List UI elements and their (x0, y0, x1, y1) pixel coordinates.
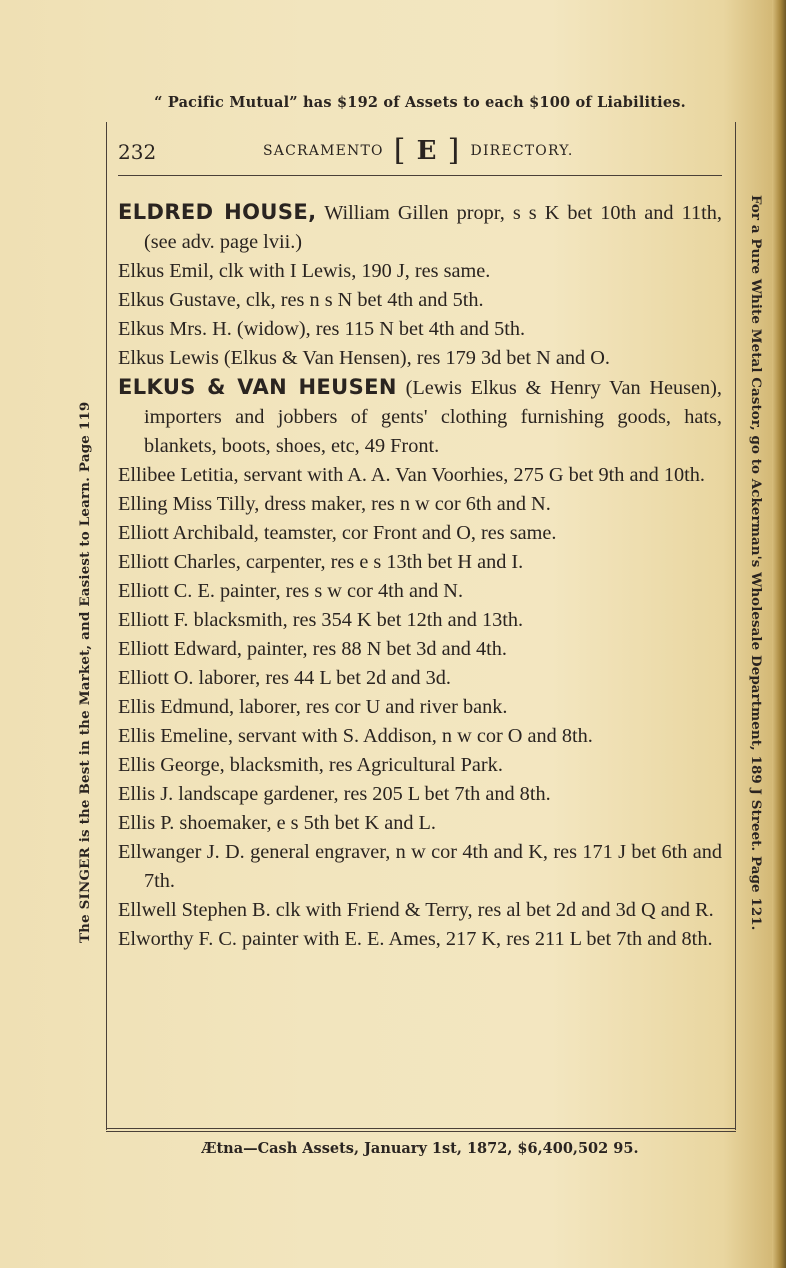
top-advertisement-banner: “ Pacific Mutual” has $192 of Assets to each $100 of Liabilities. (154, 94, 686, 111)
directory-entry (118, 722, 722, 751)
directory-entry (118, 548, 722, 577)
entry-text: Ellwanger J. D. general engraver, n w cor 4th and K, res 171 J bet 6th and 7th. (118, 841, 722, 892)
close-bracket: ] (447, 133, 461, 168)
running-title (263, 133, 574, 168)
entry-text: Elliott Edward, painter, res 88 N bet 3d and 4th. (118, 638, 507, 660)
entry-text: Elliott Archibald, teamster, cor Front and O, res same. (118, 522, 557, 544)
directory-entry (118, 606, 722, 635)
entry-text: Elliott O. laborer, res 44 L bet 2d and 3d. (118, 667, 451, 689)
entry-text: Elkus Gustave, clk, res n s N bet 4th and 5th. (118, 289, 484, 311)
entry-heading: ELKUS & VAN HEUSEN (118, 375, 397, 399)
directory-entry (118, 896, 722, 925)
directory-entry (118, 780, 722, 809)
directory-entry (118, 490, 722, 519)
directory-entry (118, 315, 722, 344)
frame-bottom-rule (106, 1128, 736, 1129)
directory-entry (118, 257, 722, 286)
entry-text: Ellibee Letitia, servant with A. A. Van Voorhies, 275 G bet 9th and 10th. (118, 464, 705, 486)
entry-text: Ellis J. landscape gardener, res 205 L bet 7th and 8th. (118, 783, 551, 805)
directory-entry (118, 693, 722, 722)
entry-text: Ellis Edmund, laborer, res cor U and river bank. (118, 696, 508, 718)
bottom-advertisement-banner: Ætna—Cash Assets, January 1st, 1872, $6,400,502 95. (201, 1140, 639, 1157)
directory-entry (118, 925, 722, 954)
entry-text: Elliott F. blacksmith, res 354 K bet 12th and 13th. (118, 609, 524, 631)
directory-entry (118, 664, 722, 693)
directory-entry (118, 751, 722, 780)
directory-entry (118, 838, 722, 896)
directory-entry (118, 286, 722, 315)
entry-text: Elkus Mrs. H. (widow), res 115 N bet 4th and 5th. (118, 318, 526, 340)
directory-entry (118, 344, 722, 373)
entry-text: Ellis P. shoemaker, e s 5th bet K and L. (118, 812, 437, 834)
entry-text: Elliott Charles, carpenter, res e s 13th bet H and I. (118, 551, 524, 573)
directory-entry (118, 519, 722, 548)
left-margin-advertisement: The SINGER is the Best in the Market, and Easiest to Learn. Page 119 (77, 401, 93, 943)
directory-entry (118, 373, 722, 461)
directory-entries (118, 198, 722, 954)
header-rule (118, 175, 722, 176)
section-letter: E (416, 136, 438, 166)
page-number: 232 (118, 140, 157, 164)
entry-text: William Gillen propr, s s K bet 10th and 11th, (see adv. page lvii.) (144, 202, 722, 253)
page-edge (772, 0, 786, 1268)
entry-text: Elkus Lewis (Elkus & Van Hensen), res 179 3d bet N and O. (118, 347, 610, 369)
directory-entry (118, 809, 722, 838)
entry-text: Ellis Emeline, servant with S. Addison, n w cor O and 8th. (118, 725, 593, 747)
directory-entry (118, 461, 722, 490)
entry-text: Ellis George, blacksmith, res Agricultural Park. (118, 754, 503, 776)
directory-entry (118, 577, 722, 606)
entry-text: (Lewis Elkus & Henry Van Heusen), importers and jobbers of gents' clothing furnishing goods, hats, blankets, boots, shoes, etc, 49 Front. (144, 377, 722, 457)
right-margin-advertisement: For a Pure White Metal Castor, go to Ackerman's Wholesale Department, 189 J Street. Page 121. (748, 195, 764, 931)
page-header (118, 133, 718, 168)
directory-entry (118, 635, 722, 664)
entry-text: Elworthy F. C. painter with E. E. Ames, 217 K, res 211 L bet 7th and 8th. (118, 928, 713, 950)
directory-entry (118, 198, 722, 257)
running-title-left: SACRAMENTO (263, 143, 384, 159)
entry-heading: ELDRED HOUSE, (118, 200, 317, 224)
entry-text: Elling Miss Tilly, dress maker, res n w cor 6th and N. (118, 493, 551, 515)
frame-bottom-rule-2 (106, 1131, 736, 1132)
running-title-right: DIRECTORY. (470, 143, 574, 159)
entry-text: Ellwell Stephen B. clk with Friend & Terry, res al bet 2d and 3d Q and R. (118, 899, 714, 921)
entry-text: Elliott C. E. painter, res s w cor 4th and N. (118, 580, 464, 602)
open-bracket: [ (393, 133, 407, 168)
entry-text: Elkus Emil, clk with I Lewis, 190 J, res same. (118, 260, 491, 282)
